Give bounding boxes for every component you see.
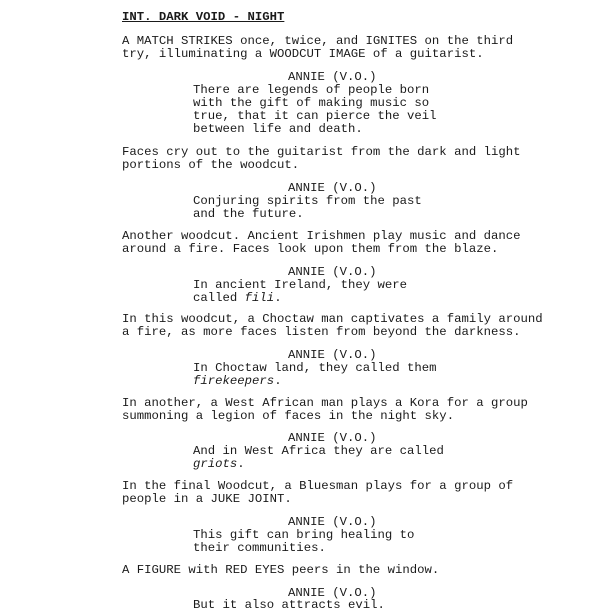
action-line: Another woodcut. Ancient Irishmen play music and dance [122,229,521,243]
action-line: A MATCH STRIKES once, twice, and IGNITES on the third [122,34,514,48]
dialogue-line: This gift can bring healing to [193,528,415,542]
dialogue-line: true, that it can pierce the veil [193,109,437,123]
dialogue-line: called fili. [193,291,282,305]
character-cue: ANNIE (V.O.) [288,70,377,84]
dialogue-line: Conjuring spirits from the past [193,194,422,208]
action-line: portions of the woodcut. [122,158,300,172]
action-line: A FIGURE with RED EYES peers in the window. [122,563,440,577]
action-line: a fire, as more faces listen from beyond the darkness. [122,325,521,339]
action-line: try, illuminating a WOODCUT IMAGE of a guitarist. [122,47,484,61]
dialogue-line: But it also attracts evil. [193,598,385,612]
dialogue-line: and the future. [193,207,304,221]
dialogue-line: between life and death. [193,122,363,136]
dialogue-line: There are legends of people born [193,83,430,97]
dialogue-line: In Choctaw land, they called them [193,361,437,375]
action-line: Faces cry out to the guitarist from the dark and light [122,145,521,159]
dialogue-line: their communities. [193,541,326,555]
character-cue: ANNIE (V.O.) [288,348,377,362]
dialogue-line: And in West Africa they are called [193,444,444,458]
action-line: In another, a West African man plays a Kora for a group [122,396,528,410]
character-cue: ANNIE (V.O.) [288,181,377,195]
dialogue-line: griots. [193,457,245,471]
character-cue: ANNIE (V.O.) [288,265,377,279]
dialogue-line: In ancient Ireland, they were [193,278,408,292]
character-cue: ANNIE (V.O.) [288,515,377,529]
dialogue-line: with the gift of making music so [193,96,430,110]
scene-heading: INT. DARK VOID - NIGHT [122,10,285,24]
action-line: In the final Woodcut, a Bluesman plays for a group of [122,479,514,493]
action-line: summoning a legion of faces in the night sky. [122,409,455,423]
character-cue: ANNIE (V.O.) [288,431,377,445]
action-line: In this woodcut, a Choctaw man captivates a family around [122,312,543,326]
character-cue: ANNIE (V.O.) [288,586,377,600]
dialogue-line: firekeepers. [193,374,282,388]
action-line: people in a JUKE JOINT. [122,492,292,506]
action-line: around a fire. Faces look upon them from the blaze. [122,242,499,256]
